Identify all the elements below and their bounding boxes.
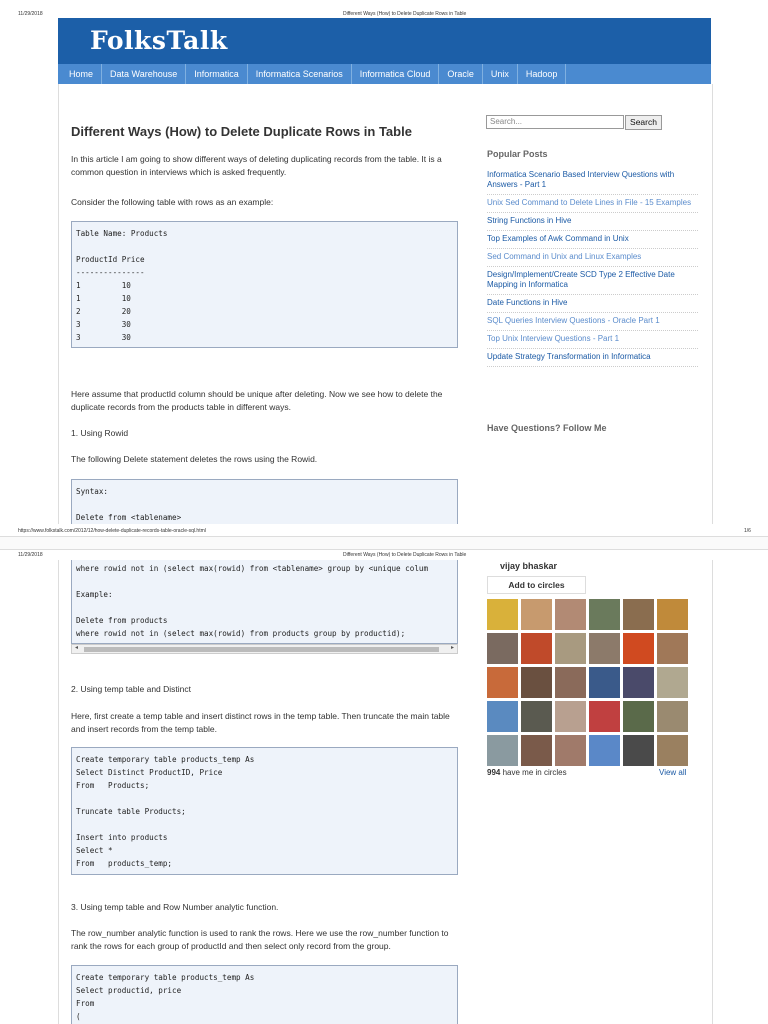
code-block-rowid: where rowid not in (select max(rowid) from <tablename> group by <unique colum Example: Delete from products where rowid not in (select max(rowid) from products group by productid);: [71, 560, 458, 644]
avatar[interactable]: [521, 701, 552, 732]
code-block-temp-table: Create temporary table products_temp As Select Distinct ProductID, Price From Products; Truncate table Products; Insert into products Select * From products_temp;: [71, 747, 458, 875]
avatar[interactable]: [657, 599, 688, 630]
avatar[interactable]: [623, 735, 654, 766]
circle-count-text: have me in circles: [502, 768, 567, 777]
print-page-number: 1/6: [744, 528, 751, 534]
avatar[interactable]: [487, 633, 518, 664]
print-doc-title: Different Ways (How) to Delete Duplicate Rows in Table: [343, 11, 467, 17]
code-block-syntax: Syntax: Delete from <tablename>: [71, 479, 458, 524]
scroll-thumb[interactable]: [84, 647, 439, 652]
nav-data-warehouse[interactable]: Data Warehouse: [102, 64, 186, 84]
code-block-table: Table Name: Products ProductId Price --------------- 1 10 1 10 2 20 3 30 3 30: [71, 221, 458, 348]
avatar[interactable]: [589, 735, 620, 766]
article-assume: Here assume that productId column should be unique after deleting. Now we see how to delete the duplicate records from the products table in different ways.: [71, 389, 443, 412]
nav-informatica-cloud[interactable]: Informatica Cloud: [352, 64, 440, 84]
nav-informatica[interactable]: Informatica: [186, 64, 248, 84]
popular-post-link[interactable]: Update Strategy Transformation in Informatica: [487, 349, 698, 367]
avatar[interactable]: [623, 667, 654, 698]
article-consider: Consider the following table with rows as an example:: [71, 197, 274, 207]
avatar[interactable]: [623, 701, 654, 732]
popular-post-link[interactable]: Sed Command in Unix and Linux Examples: [487, 249, 698, 267]
article-intro: In this article I am going to show different ways of deleting duplicating records from the table. It is a common question in interviews which is asked frequently.: [71, 154, 442, 177]
popular-post-link[interactable]: Informatica Scenario Based Interview Questions with Answers - Part 1: [487, 167, 698, 195]
avatar[interactable]: [521, 599, 552, 630]
print-date: 11/29/2018: [18, 11, 43, 17]
popular-post-link[interactable]: Top Examples of Awk Command in Unix: [487, 231, 698, 249]
avatar[interactable]: [657, 735, 688, 766]
avatar[interactable]: [623, 633, 654, 664]
rowid-description: The following Delete statement deletes the rows using the Rowid.: [71, 454, 318, 464]
avatar[interactable]: [555, 735, 586, 766]
avatar[interactable]: [589, 633, 620, 664]
avatar[interactable]: [521, 667, 552, 698]
avatar[interactable]: [487, 599, 518, 630]
circle-count: 994: [487, 768, 501, 777]
circle-avatars-grid: [487, 599, 692, 766]
view-all-link[interactable]: View all: [659, 768, 687, 777]
page-break: [0, 536, 768, 550]
code-horizontal-scrollbar[interactable]: [71, 644, 458, 654]
avatar[interactable]: [487, 667, 518, 698]
avatar[interactable]: [589, 599, 620, 630]
search-input[interactable]: Search...: [486, 115, 624, 129]
nav-home[interactable]: Home: [58, 64, 102, 84]
heading-temp-table: 2. Using temp table and Distinct: [71, 684, 192, 694]
avatar[interactable]: [589, 701, 620, 732]
scroll-right-arrow-icon[interactable]: ▸: [450, 645, 454, 651]
popular-post-link[interactable]: Design/Implement/Create SCD Type 2 Effective Date Mapping in Informatica: [487, 267, 698, 295]
follow-heading: Have Questions? Follow Me: [487, 423, 607, 433]
avatar[interactable]: [487, 735, 518, 766]
print-doc-title: Different Ways (How) to Delete Duplicate Rows in Table: [343, 552, 467, 558]
article-title: Different Ways (How) to Delete Duplicate Rows in Table: [71, 124, 412, 139]
print-date: 11/29/2018: [18, 552, 43, 558]
popular-post-link[interactable]: String Functions in Hive: [487, 213, 698, 231]
avatar[interactable]: [589, 667, 620, 698]
row-number-description: The row_number analytic function is used to rank the rows. Here we use the row_number function to rank the rows for each group of productId and then select only record from the group.: [71, 928, 449, 951]
heading-rowid: 1. Using Rowid: [71, 428, 129, 438]
add-to-circles-button[interactable]: Add to circles: [487, 576, 586, 594]
avatar[interactable]: [555, 599, 586, 630]
print-url: https://www.folkstalk.com/2012/12/how-delete-duplicate-records-table-oracle-sql.html: [18, 528, 206, 534]
avatar[interactable]: [521, 735, 552, 766]
nav-hadoop[interactable]: Hadoop: [518, 64, 567, 84]
avatar[interactable]: [487, 701, 518, 732]
avatar[interactable]: [623, 599, 654, 630]
profile-name[interactable]: vijay bhaskar: [500, 561, 558, 571]
popular-posts-heading: Popular Posts: [487, 149, 548, 159]
search-button[interactable]: Search: [625, 115, 662, 130]
popular-post-link[interactable]: Date Functions in Hive: [487, 295, 698, 313]
popular-post-link[interactable]: SQL Queries Interview Questions - Oracle Part 1: [487, 313, 698, 331]
popular-post-link[interactable]: Unix Sed Command to Delete Lines in File - 15 Examples: [487, 195, 698, 213]
main-nav: [58, 64, 711, 84]
avatar[interactable]: [555, 701, 586, 732]
avatar[interactable]: [555, 633, 586, 664]
avatar[interactable]: [657, 667, 688, 698]
heading-row-number: 3. Using temp table and Row Number analytic function.: [71, 902, 279, 912]
temp-table-description: Here, first create a temp table and insert distinct rows in the temp table. Then truncate the main table and insert records from the temp table.: [71, 711, 450, 734]
avatar[interactable]: [657, 701, 688, 732]
popular-post-link[interactable]: Top Unix Interview Questions - Part 1: [487, 331, 698, 349]
avatar[interactable]: [521, 633, 552, 664]
nav-unix[interactable]: Unix: [483, 64, 518, 84]
scroll-left-arrow-icon[interactable]: ◂: [75, 645, 79, 651]
avatar[interactable]: [555, 667, 586, 698]
circle-count-line: [487, 768, 567, 777]
site-logo[interactable]: FolksTalk: [90, 26, 228, 55]
code-block-row-number: Create temporary table products_temp As Select productid, price From (: [71, 965, 458, 1024]
nav-informatica-scenarios[interactable]: Informatica Scenarios: [248, 64, 352, 84]
popular-posts-list: [487, 167, 698, 367]
nav-oracle[interactable]: Oracle: [439, 64, 483, 84]
avatar[interactable]: [657, 633, 688, 664]
